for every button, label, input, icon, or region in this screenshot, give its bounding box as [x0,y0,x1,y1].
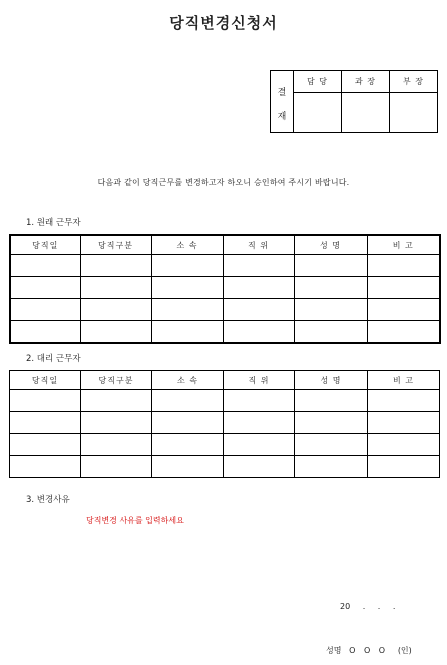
table-cell[interactable] [81,390,152,412]
table-cell[interactable] [224,390,295,412]
table-row [10,255,440,277]
table-row [10,390,440,412]
table-cell[interactable] [81,434,152,456]
table-row [10,277,440,299]
table-cell[interactable] [10,412,81,434]
approval-sign-dept-head[interactable] [390,93,437,133]
col-header-duty-type: 당직구분 [80,235,151,255]
table-cell[interactable] [295,412,368,434]
col-header-department: 소 속 [151,235,223,255]
table-cell[interactable] [80,299,151,321]
table-cell[interactable] [224,412,295,434]
table-cell[interactable] [81,456,152,478]
approval-header-staff: 담 당 [294,71,341,93]
section2-label: 2. 대리 근무자 [26,354,81,364]
approval-col-staff [294,71,342,132]
table-cell[interactable] [223,299,294,321]
table-cell[interactable] [295,456,368,478]
signature-label: 성명 [326,646,342,655]
approval-sign-section-chief[interactable] [342,93,389,133]
table-cell[interactable] [368,412,440,434]
approval-label-bottom: 재 [277,112,287,122]
table-cell[interactable] [294,299,367,321]
table-row [10,321,440,344]
signature-line [326,645,412,656]
table-cell[interactable] [80,255,151,277]
original-worker-table [9,234,441,344]
table-cell[interactable] [152,456,224,478]
table-cell[interactable] [223,277,294,299]
table-cell[interactable] [10,456,81,478]
table-row [10,456,440,478]
approval-header-dept-head: 부 장 [390,71,437,93]
col-header-duty-date: 당직일 [10,235,80,255]
approval-col-section-chief [342,71,390,132]
col-header-name: 성 명 [294,235,367,255]
table-cell[interactable] [151,299,223,321]
section1-label: 1. 원래 근무자 [26,218,81,228]
col-header-position: 직 위 [223,235,294,255]
table-cell[interactable] [152,434,224,456]
col-header-duty-type: 당직구분 [81,371,152,390]
col-header-name: 성 명 [295,371,368,390]
table-cell[interactable] [223,321,294,344]
table-cell[interactable] [368,456,440,478]
col-header-remarks: 비 고 [367,235,440,255]
table-cell[interactable] [367,255,440,277]
table-cell[interactable] [295,390,368,412]
approval-label [271,71,294,132]
approval-sign-staff[interactable] [294,93,341,133]
table-cell[interactable] [368,390,440,412]
section3-label: 3. 변경사유 [26,495,70,505]
col-header-department: 소 속 [152,371,224,390]
table-cell[interactable] [367,277,440,299]
table-cell[interactable] [152,390,224,412]
col-header-position: 직 위 [224,371,295,390]
intro-text: 다음과 같이 당직근무를 변경하고자 하오니 승인하여 주시기 바랍니다. [97,178,350,187]
signature-name[interactable]: O O O [349,646,386,655]
table-row [10,299,440,321]
table-cell[interactable] [294,277,367,299]
table-cell[interactable] [10,299,80,321]
table-header-row [10,235,440,255]
table-row [10,412,440,434]
table-cell[interactable] [368,434,440,456]
table-cell[interactable] [10,434,81,456]
table-cell[interactable] [367,321,440,344]
table-cell[interactable] [10,255,80,277]
table-cell[interactable] [294,321,367,344]
table-cell[interactable] [80,277,151,299]
table-cell[interactable] [152,412,224,434]
table-cell[interactable] [224,456,295,478]
table-cell[interactable] [81,412,152,434]
table-header-row [10,371,440,390]
approval-header-section-chief: 과 장 [342,71,389,93]
table-cell[interactable] [367,299,440,321]
table-cell[interactable] [151,321,223,344]
substitute-worker-table [9,370,440,478]
approval-label-top: 결 [277,88,287,98]
table-cell[interactable] [10,277,80,299]
table-cell[interactable] [151,277,223,299]
change-reason-input[interactable]: 당직변경 사유를 입력하세요 [86,516,184,525]
approval-col-dept-head [390,71,437,132]
table-cell[interactable] [224,434,295,456]
table-cell[interactable] [10,390,81,412]
seal-mark: (인) [397,646,412,655]
table-cell[interactable] [10,321,80,344]
table-row [10,434,440,456]
document-title: 당직변경신청서 [169,14,278,32]
date-line[interactable]: 20 . . . [340,602,396,611]
table-cell[interactable] [294,255,367,277]
col-header-remarks: 비 고 [368,371,440,390]
table-cell[interactable] [223,255,294,277]
col-header-duty-date: 당직일 [10,371,81,390]
table-cell[interactable] [151,255,223,277]
table-cell[interactable] [80,321,151,344]
table-cell[interactable] [295,434,368,456]
approval-box [270,70,438,133]
